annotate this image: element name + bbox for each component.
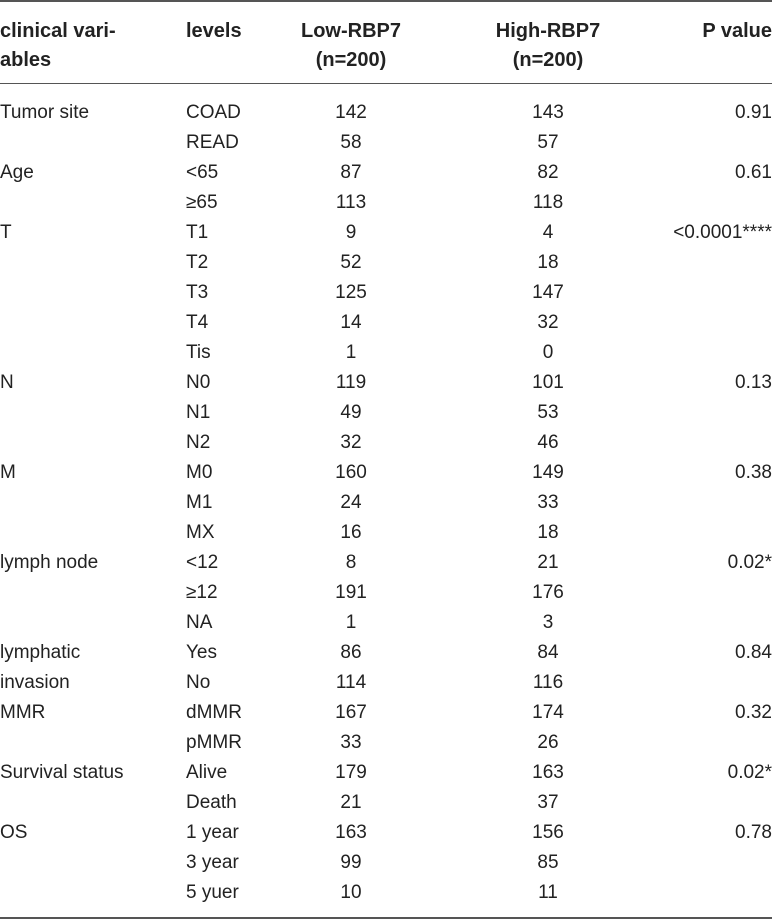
table-row [0, 98, 772, 128]
cell-high-rbp7: 3 [542, 612, 554, 633]
table-bottom-rule [0, 917, 772, 919]
cell-level: Yes [186, 642, 217, 663]
cell-high-rbp7: 0 [542, 342, 554, 363]
cell-low-rbp7: 179 [335, 762, 367, 783]
cell-low-rbp7: 8 [345, 552, 357, 573]
table-row [0, 338, 772, 368]
cell-high-rbp7: 57 [537, 132, 559, 153]
header-low-line1: Low-RBP7 [301, 20, 401, 42]
cell-low-rbp7: 142 [335, 102, 367, 123]
cell-p-value: 0.38 [735, 462, 772, 483]
cell-p-value: 0.13 [735, 372, 772, 393]
cell-level: 3 year [186, 852, 239, 873]
cell-level: N2 [186, 432, 211, 453]
cell-p-value: 0.61 [735, 162, 772, 183]
cell-p-value: 0.02* [727, 552, 772, 573]
cell-low-rbp7: 49 [340, 402, 362, 423]
cell-level: M0 [186, 462, 213, 483]
cell-level: ≥65 [186, 192, 218, 213]
cell-level: T4 [186, 312, 209, 333]
table-row [0, 848, 772, 878]
cell-level: MX [186, 522, 215, 543]
cell-high-rbp7: 174 [532, 702, 564, 723]
cell-variable: lymphatic [0, 642, 81, 663]
cell-low-rbp7: 191 [335, 582, 367, 603]
header-p-value [660, 17, 772, 46]
cell-level: READ [186, 132, 239, 153]
cell-level: M1 [186, 492, 213, 513]
cell-low-rbp7: 160 [335, 462, 367, 483]
table-row [0, 218, 772, 248]
cell-low-rbp7: 1 [345, 342, 357, 363]
cell-level: Death [186, 792, 237, 813]
cell-variable: invasion [0, 672, 70, 693]
cell-level: N0 [186, 372, 211, 393]
cell-variable: T [0, 222, 12, 243]
table-row [0, 818, 772, 848]
cell-high-rbp7: 18 [537, 522, 559, 543]
cell-variable: Age [0, 162, 34, 183]
table-row [0, 728, 772, 758]
cell-level: pMMR [186, 732, 242, 753]
cell-low-rbp7: 167 [335, 702, 367, 723]
cell-level: COAD [186, 102, 241, 123]
table-row [0, 398, 772, 428]
cell-level: <12 [186, 552, 219, 573]
cell-p-value: 0.78 [735, 822, 772, 843]
header-low-line2: (n=200) [315, 49, 387, 71]
cell-p-value: 0.02* [727, 762, 772, 783]
cell-low-rbp7: 99 [340, 852, 362, 873]
table-row [0, 758, 772, 788]
table-top-rule [0, 0, 772, 2]
cell-low-rbp7: 10 [340, 882, 362, 903]
cell-level: No [186, 672, 211, 693]
header-clinical-line2: ables [0, 49, 52, 71]
header-clinical-line1: clinical vari- [0, 20, 116, 42]
table-row [0, 608, 772, 638]
header-clinical-variables [0, 17, 160, 75]
cell-variable: lymph node [0, 552, 99, 573]
cell-high-rbp7: 163 [532, 762, 564, 783]
cell-high-rbp7: 116 [532, 672, 564, 693]
cell-p-value: <0.0001**** [673, 222, 772, 243]
cell-level: <65 [186, 162, 219, 183]
table-row [0, 308, 772, 338]
cell-low-rbp7: 32 [340, 432, 362, 453]
cell-level: T3 [186, 282, 209, 303]
cell-variable: OS [0, 822, 28, 843]
cell-level: Tis [186, 342, 211, 363]
cell-variable: N [0, 372, 14, 393]
cell-low-rbp7: 24 [340, 492, 362, 513]
table-row [0, 158, 772, 188]
cell-low-rbp7: 1 [345, 612, 357, 633]
cell-low-rbp7: 33 [340, 732, 362, 753]
cell-low-rbp7: 113 [335, 192, 367, 213]
table-row [0, 368, 772, 398]
cell-high-rbp7: 156 [532, 822, 564, 843]
header-high-line2: (n=200) [512, 49, 584, 71]
table-body [0, 98, 772, 908]
cell-high-rbp7: 33 [537, 492, 559, 513]
cell-level: dMMR [186, 702, 242, 723]
header-high-line1: High-RBP7 [495, 20, 601, 42]
table-row [0, 278, 772, 308]
table-row [0, 548, 772, 578]
cell-variable: M [0, 462, 16, 483]
cell-level: T2 [186, 252, 209, 273]
cell-level: T1 [186, 222, 209, 243]
cell-low-rbp7: 87 [340, 162, 362, 183]
cell-p-value: 0.32 [735, 702, 772, 723]
table-row [0, 698, 772, 728]
cell-high-rbp7: 85 [537, 852, 559, 873]
table-row [0, 248, 772, 278]
table-row [0, 488, 772, 518]
header-levels-text: levels [186, 20, 242, 42]
cell-high-rbp7: 147 [532, 282, 564, 303]
cell-high-rbp7: 46 [537, 432, 559, 453]
cell-level: 5 yuer [186, 882, 239, 903]
table-row [0, 578, 772, 608]
cell-p-value: 0.84 [735, 642, 772, 663]
cell-low-rbp7: 52 [340, 252, 362, 273]
cell-high-rbp7: 101 [532, 372, 564, 393]
table-row [0, 128, 772, 158]
cell-variable: Survival status [0, 762, 124, 783]
cell-high-rbp7: 18 [537, 252, 559, 273]
table-row [0, 428, 772, 458]
cell-high-rbp7: 53 [537, 402, 559, 423]
table-row [0, 638, 772, 668]
cell-variable: Tumor site [0, 102, 90, 123]
cell-p-value: 0.91 [735, 102, 772, 123]
cell-variable: MMR [0, 702, 46, 723]
cell-level: 1 year [186, 822, 239, 843]
table-row [0, 458, 772, 488]
cell-high-rbp7: 37 [537, 792, 559, 813]
cell-high-rbp7: 176 [532, 582, 564, 603]
header-levels [186, 17, 242, 46]
table-row [0, 788, 772, 818]
cell-low-rbp7: 16 [340, 522, 362, 543]
cell-low-rbp7: 86 [340, 642, 362, 663]
cell-level: N1 [186, 402, 211, 423]
cell-low-rbp7: 119 [335, 372, 367, 393]
table-header-rule [0, 83, 772, 84]
cell-low-rbp7: 21 [340, 792, 362, 813]
cell-high-rbp7: 26 [537, 732, 559, 753]
cell-high-rbp7: 21 [537, 552, 559, 573]
cell-high-rbp7: 118 [532, 192, 564, 213]
cell-high-rbp7: 149 [532, 462, 564, 483]
cell-low-rbp7: 114 [335, 672, 367, 693]
cell-level: Alive [186, 762, 228, 783]
cell-high-rbp7: 82 [537, 162, 559, 183]
cell-level: ≥12 [186, 582, 218, 603]
table-row [0, 668, 772, 698]
table-row [0, 518, 772, 548]
cell-low-rbp7: 9 [345, 222, 357, 243]
cell-low-rbp7: 125 [335, 282, 367, 303]
cell-high-rbp7: 84 [537, 642, 559, 663]
cell-high-rbp7: 32 [537, 312, 559, 333]
cell-high-rbp7: 4 [542, 222, 554, 243]
cell-low-rbp7: 163 [335, 822, 367, 843]
table-row [0, 188, 772, 218]
cell-low-rbp7: 14 [340, 312, 362, 333]
cell-high-rbp7: 11 [538, 882, 558, 903]
header-high-rbp7 [478, 17, 618, 75]
header-p-value-text: P value [702, 20, 772, 42]
cell-low-rbp7: 58 [340, 132, 362, 153]
table-row [0, 878, 772, 908]
header-low-rbp7 [281, 17, 421, 75]
cell-high-rbp7: 143 [532, 102, 564, 123]
cell-level: NA [186, 612, 213, 633]
